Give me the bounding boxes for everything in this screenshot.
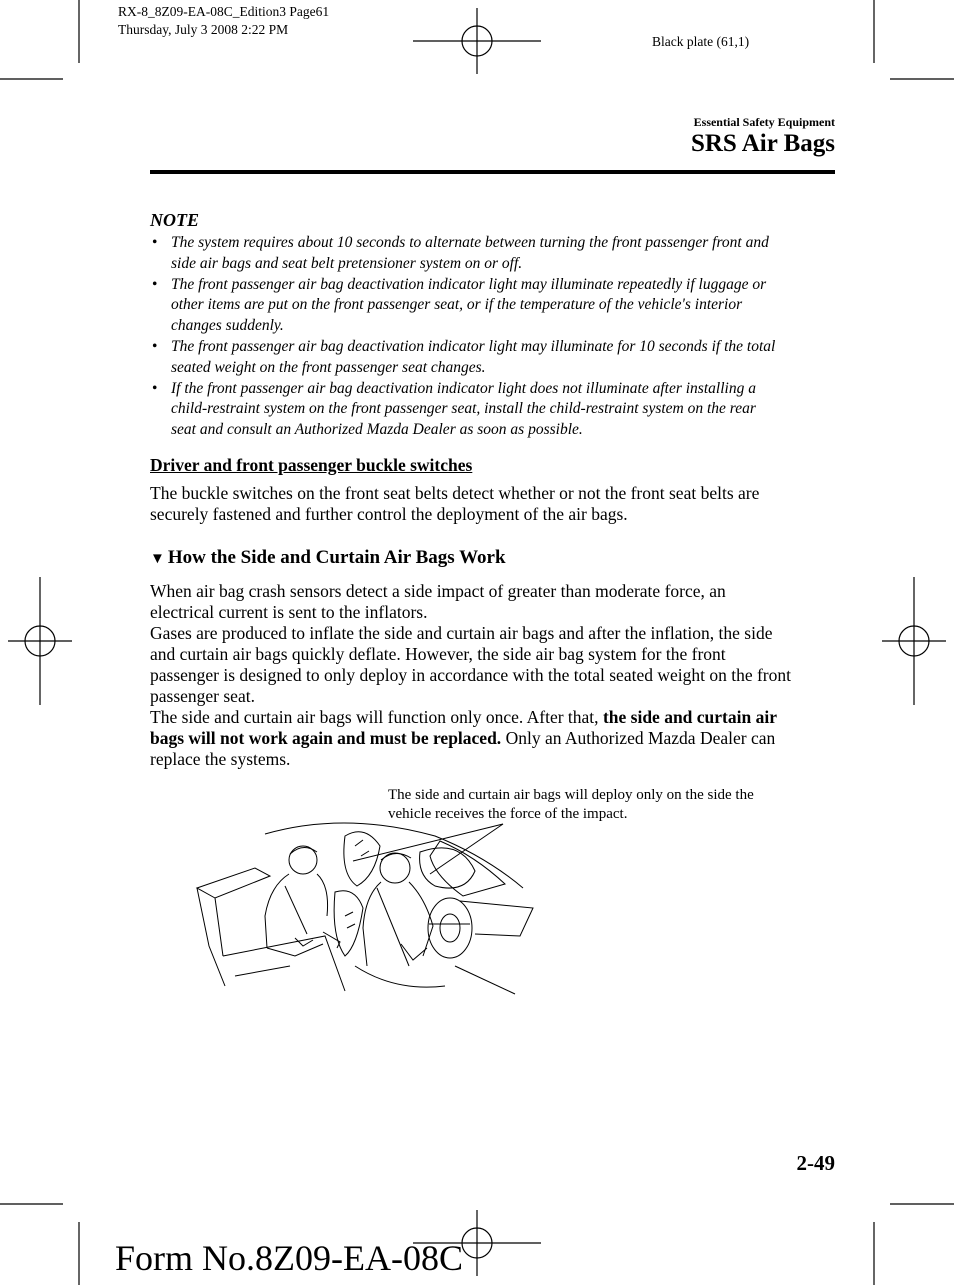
note-line: The system requires about 10 seconds to alternate between turning the front passenger front and [171,234,769,251]
paragraph-line: securely fastened and further control the deployment of the air bags. [150,504,628,524]
paragraph-line: Gases are produced to inflate the side and curtain air bags and after the inflation, the side [150,623,773,643]
registration-mark-right [882,577,946,705]
triangle-down-icon: ▼ [150,551,165,567]
note-line: The front passenger air bag deactivation indicator light may illuminate for 10 seconds if the total [171,337,776,355]
black-plate-label: Black plate (61,1) [652,34,750,49]
bold-warning-text: the side and curtain air [602,707,777,727]
registration-mark-left [8,577,72,705]
print-info [118,3,329,39]
title-rule [150,170,835,174]
paragraph-line [150,707,840,728]
note-item [150,233,835,275]
section-label: Essential Safety Equipment [693,115,835,129]
note-list [150,233,835,441]
note-item [150,379,835,441]
note-line: The front passenger air bag deactivation indicator light may illuminate repeatedly if luggage or [171,275,767,293]
note-line: side air bags and seat belt pretensioner system on or off. [171,254,523,272]
side-airbag-body [150,581,840,770]
plain-text: Only an Authorized Mazda Dealer can [501,728,776,748]
paragraph-line: and curtain air bags quickly deflate. However, the side air bag system for the front [150,644,726,664]
side-airbag-heading [150,547,506,569]
bullet-icon: • [152,337,158,355]
bold-warning-text: bags will not work again and must be replaced. [150,728,502,748]
note-item [150,337,835,379]
page-number: 2-49 [796,1151,835,1175]
plain-text: The side and curtain air bags will function only once. After that, [150,707,603,727]
note-line: seat and consult an Authorized Mazda Dealer as soon as possible. [171,421,583,439]
note-line: seated weight on the front passenger seat changes. [171,358,486,376]
paragraph-line: electrical current is sent to the inflators. [150,602,428,622]
side-airbag-heading-text: How the Side and Curtain Air Bags Work [167,547,506,568]
note-line: changes suddenly. [171,317,284,335]
registration-mark-top [413,8,541,74]
note-item [150,275,835,337]
print-info-date: Thursday, July 3 2008 2:22 PM [118,22,289,37]
bullet-icon: • [152,234,158,251]
paragraph-line: passenger is designed to only deploy in accordance with the total seated weight on the front [150,665,791,685]
buckle-switch-heading: Driver and front passenger buckle switches [150,455,473,475]
airbag-deployment-illustration [195,816,535,996]
buckle-switch-paragraph [150,483,840,525]
form-number: Form No.8Z09-EA-08C [115,1238,463,1278]
page-title: SRS Air Bags [690,130,835,157]
bullet-icon: • [152,275,158,293]
paragraph-line: The buckle switches on the front seat belts detect whether or not the front seat belts are [150,483,760,503]
paragraph-line: When air bag crash sensors detect a side impact of greater than moderate force, an [150,581,726,601]
bullet-icon: • [152,379,158,397]
paragraph-line: passenger seat. [150,686,255,706]
paragraph-line: replace the systems. [150,749,291,769]
note-line: other items are put on the front passenger seat, or if the temperature of the vehicle's interior [171,296,743,314]
note-line: child-restraint system on the front passenger seat, install the child-restraint system on the rear [171,400,756,418]
paragraph-line [150,728,840,749]
caption-line: The side and curtain air bags will deploy only on the side the [388,787,754,803]
caption-line: vehicle receives the force of the impact. [388,806,628,822]
note-line: If the front passenger air bag deactivation indicator light does not illuminate after installing a [171,379,756,397]
print-info-file: RX-8_8Z09-EA-08C_Edition3 Page61 [118,4,330,19]
note-heading: NOTE [150,210,199,230]
